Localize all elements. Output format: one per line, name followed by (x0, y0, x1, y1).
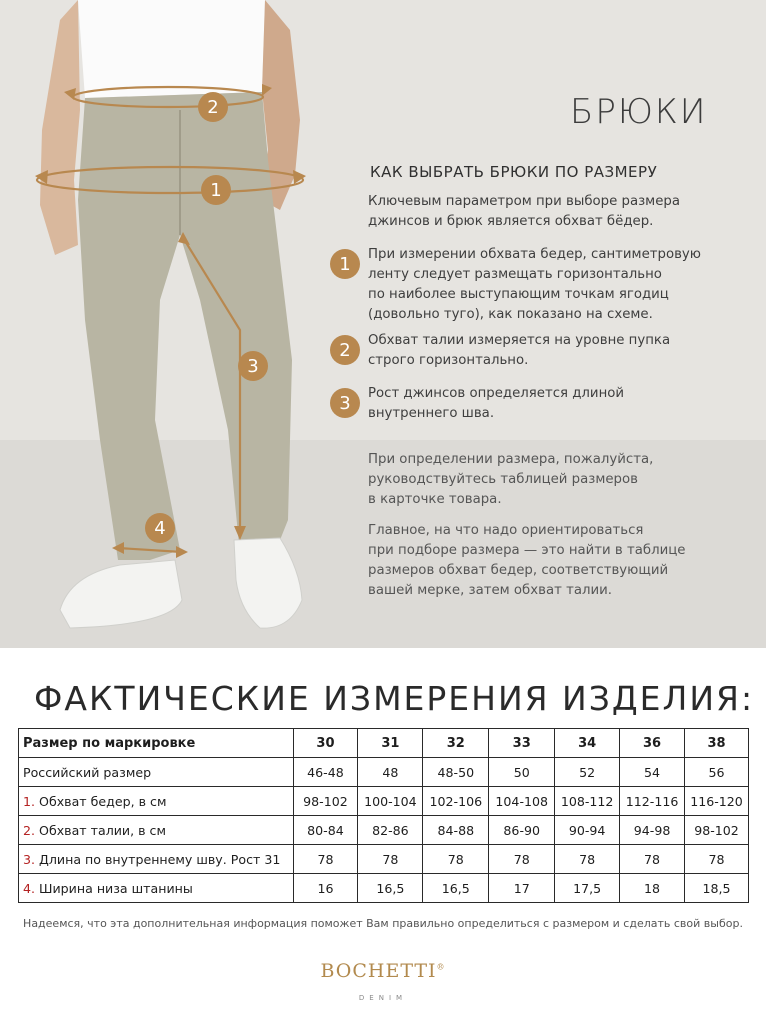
table-cell: 98-102 (293, 787, 358, 816)
registered-mark: ® (436, 962, 446, 972)
intro-text (368, 192, 680, 232)
note-line: размеров обхват бедер, соответствующий (368, 563, 669, 578)
table-cell: 78 (685, 845, 749, 874)
page-title: БРЮКИ (570, 92, 708, 132)
table-cell: 16,5 (358, 874, 423, 903)
step-text (368, 331, 748, 371)
note-line: в карточке товара. (368, 492, 502, 507)
table-cell: 78 (489, 845, 555, 874)
table-cell: 98-102 (685, 816, 749, 845)
note-main-advice (368, 521, 685, 601)
table-cell: 78 (358, 845, 423, 874)
row-label (19, 874, 294, 903)
table-cell: 102-106 (423, 787, 489, 816)
step-number-badge: 1 (330, 249, 360, 279)
step-number-badge: 2 (330, 335, 360, 365)
row-label-text: Обхват талии, в см (35, 822, 166, 838)
note-size-table (368, 450, 653, 510)
note-line: руководствуйтесь таблицей размеров (368, 472, 638, 487)
brand-name: BOCHETTI (320, 960, 437, 982)
photo-marker-number: 1 (210, 179, 222, 201)
table-cell: 52 (555, 758, 620, 787)
table-cell: 18,5 (685, 874, 749, 903)
row-label (19, 787, 294, 816)
pants (78, 92, 292, 560)
row-label (19, 816, 294, 845)
table-cell: 46-48 (293, 758, 358, 787)
table-cell: 78 (555, 845, 620, 874)
size-header: 36 (620, 729, 685, 758)
step-line: Обхват талии измеряется на уровне пупка (368, 333, 671, 348)
row-label-text: Ширина низа штанины (35, 880, 193, 896)
table-cell: 104-108 (489, 787, 555, 816)
photo-marker-number: 4 (154, 517, 166, 539)
size-header: 38 (685, 729, 749, 758)
table-cell: 78 (423, 845, 489, 874)
size-header: 31 (358, 729, 423, 758)
table-cell: 94-98 (620, 816, 685, 845)
table-cell: 50 (489, 758, 555, 787)
table-cell: 108-112 (555, 787, 620, 816)
step-line: При измерении обхвата бедер, сантиметровую (368, 247, 701, 262)
step-line: строго горизонтально. (368, 353, 529, 368)
row-label-text: Обхват бедер, в см (35, 793, 167, 809)
table-cell: 84-88 (423, 816, 489, 845)
row-label-text: Российский размер (23, 764, 152, 780)
table-row (19, 845, 749, 874)
note-line: При определении размера, пожалуйста, (368, 452, 654, 467)
row-label (19, 758, 294, 787)
photo-marker-inseam (238, 351, 268, 381)
footer-note: Надеемся, что эта дополнительная информация поможет Вам правильно определиться с размером и сделать свой выбор. (23, 917, 743, 930)
row-label (19, 845, 294, 874)
table-row (19, 787, 749, 816)
table-cell: 90-94 (555, 816, 620, 845)
table-cell: 18 (620, 874, 685, 903)
table-cell: 56 (685, 758, 749, 787)
table-row (19, 874, 749, 903)
white-shirt (78, 0, 265, 98)
table-cell: 78 (620, 845, 685, 874)
table-cell: 78 (293, 845, 358, 874)
table-cell: 48-50 (423, 758, 489, 787)
section-subtitle: КАК ВЫБРАТЬ БРЮКИ ПО РАЗМЕРУ (370, 163, 658, 181)
size-table (18, 728, 749, 903)
row-number: 2. (23, 822, 36, 838)
table-cell: 16 (293, 874, 358, 903)
step-line: Рост джинсов определяется длиной (368, 386, 625, 401)
table-cell: 86-90 (489, 816, 555, 845)
right-sneaker (234, 538, 302, 628)
table-row (19, 816, 749, 845)
table-cell: 116-120 (685, 787, 749, 816)
table-cell: 100-104 (358, 787, 423, 816)
size-header: 33 (489, 729, 555, 758)
note-line: Главное, на что надо ориентироваться (368, 523, 644, 538)
table-cell: 48 (358, 758, 423, 787)
table-cell: 80-84 (293, 816, 358, 845)
size-header: 34 (555, 729, 620, 758)
brand-subtitle: DENIM (358, 994, 408, 1002)
photo-marker-hips (201, 175, 231, 205)
table-cell: 17,5 (555, 874, 620, 903)
table-cell: 54 (620, 758, 685, 787)
step-line: по наиболее выступающим точкам ягодиц (368, 287, 669, 302)
size-header: 32 (423, 729, 489, 758)
table-cell: 16,5 (423, 874, 489, 903)
step-line: ленту следует размещать горизонтально (368, 267, 662, 282)
step-text (368, 384, 748, 424)
step-line: (довольно туго), как показано на схеме. (368, 307, 653, 322)
measurements-heading: ФАКТИЧЕСКИЕ ИЗМЕРЕНИЯ ИЗДЕЛИЯ: (34, 679, 755, 718)
table-cell: 112-116 (620, 787, 685, 816)
photo-marker-number: 3 (247, 355, 259, 377)
left-arm (40, 0, 80, 255)
table-header-row (19, 729, 749, 758)
row-number: 4. (23, 880, 36, 896)
table-cell: 82-86 (358, 816, 423, 845)
row-number: 3. (23, 851, 36, 867)
table-cell: 17 (489, 874, 555, 903)
row-label-text: Длина по внутреннему шву. Рост 31 (35, 851, 281, 867)
step-number-badge: 3 (330, 388, 360, 418)
photo-marker-hem (145, 513, 175, 543)
photo-marker-waist (198, 92, 228, 122)
intro-line: джинсов и брюк является обхват бёдер. (368, 214, 654, 229)
header-label: Размер по маркировке (19, 729, 294, 758)
step-text (368, 245, 748, 325)
left-sneaker (60, 560, 182, 628)
table-row (19, 758, 749, 787)
photo-marker-number: 2 (207, 96, 219, 118)
step-line: внутреннего шва. (368, 406, 495, 421)
note-line: вашей мерке, затем обхват талии. (368, 583, 612, 598)
brand-logo (0, 960, 766, 982)
row-number: 1. (23, 793, 36, 809)
size-header: 30 (293, 729, 358, 758)
intro-line: Ключевым параметром при выборе размера (368, 194, 680, 209)
note-line: при подборе размера — это найти в таблице (368, 543, 686, 558)
